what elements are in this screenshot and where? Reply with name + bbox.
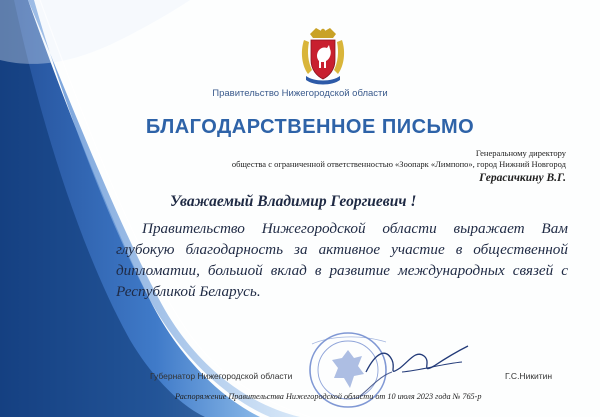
recipient-block (232, 148, 566, 184)
signatory-name: Г.С.Никитин (505, 371, 553, 381)
recipient-organization: общества с ограниченной ответственностью «Зоопарк «Лимпопо», город Нижний Новгород (231, 159, 566, 169)
recipient-position: Генеральному директору (475, 148, 566, 158)
signatory-title: Губернатор Нижегородской области (150, 371, 293, 381)
government-name: Правительство Нижегородской области (212, 88, 388, 99)
letter-body: Правительство Нижегородской области выражает Вам глубокую благодарность за активное участие в общественной дипломатии, большой вклад в развитие международных связей с Республикой Беларусь. (116, 220, 568, 300)
signature-icon (362, 342, 472, 382)
coat-of-arms-icon (300, 26, 346, 88)
document-title: БЛАГОДАРСТВЕННОЕ ПИСЬМО (145, 116, 475, 138)
recipient-name: Герасичкину В.Г. (479, 172, 566, 184)
decree-reference: Распоряжение Правительства Нижегородской области от 10 июля 2023 года № 765-р (175, 392, 482, 401)
salutation: Уважаемый Владимир Георгиевич ! (170, 193, 417, 210)
